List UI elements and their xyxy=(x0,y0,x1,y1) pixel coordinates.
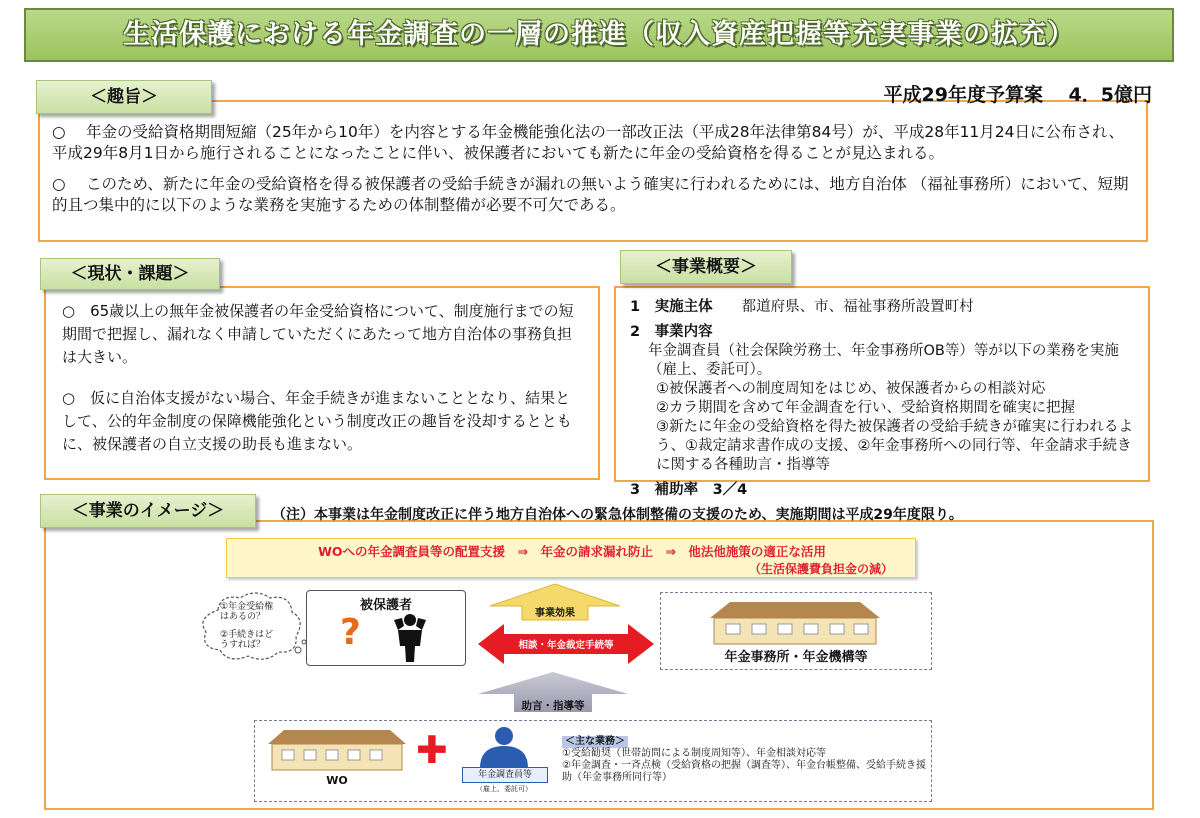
bubble-text-2: ②手続きはどうすれば？ xyxy=(220,630,274,650)
page-title: 生活保護における年金調査の一層の推進（収入資産把握等充実事業の拡充） xyxy=(123,19,1075,50)
main-task-1: ①受給勧奨（世帯訪問による制度周知等）、年金相談対応等 xyxy=(562,748,826,759)
main-tasks xyxy=(562,736,928,784)
status-text xyxy=(62,300,582,456)
office-building-icon xyxy=(700,600,890,646)
overview-item2-sub-1: ①被保護者への制度周知をはじめ、被保護者からの相談対応 xyxy=(656,381,1046,397)
image-note: （注）本事業は年金制度改正に伴う地方自治体への緊急体制整備の支援のため、実施期間は平成29年度限り。 xyxy=(272,507,963,523)
purpose-item-2: ○ このため、新たに年金の受給資格を得る被保護者の受給手続きが漏れの無いよう確実に行われるためには、地方自治体 （福祉事務所）において、短期的且つ集中的に以下のような業務を実施するための体制整備が必要不可欠である。 xyxy=(52,175,1129,214)
overview-item2-body: 年金調査員（社会保険労務士、年金事務所OB等）等が以下の業務を実施（雇上、委託可）。 xyxy=(648,343,1119,378)
effect-banner xyxy=(226,538,916,578)
overview-item2-sub-2: ②カラ期間を含めて年金調査を行い、受給資格期間を確実に把握 xyxy=(656,400,1075,416)
purpose-text xyxy=(52,122,1137,216)
plus-icon: ✚ xyxy=(416,728,448,772)
overview-text xyxy=(630,298,1140,500)
bubble-text-1: ①年金受給権はあるの？ xyxy=(220,602,274,622)
effect-label: 事業効果 xyxy=(535,608,575,619)
overview-item1-body: 都道府県、市、福祉事務所設置町村 xyxy=(741,299,974,315)
confused-person-icon xyxy=(392,612,428,662)
overview-item3: 3 補助率 3／4 xyxy=(630,482,748,498)
budget-text: 平成29年度予算案 4．5億円 xyxy=(883,84,1152,106)
investigator-person-icon xyxy=(476,726,532,768)
banner-line-2: （生活保護費負担金の減） xyxy=(748,562,893,576)
image-label: ＜事業のイメージ＞ xyxy=(40,494,256,528)
investigator-sub: （雇上、委託可） xyxy=(476,785,532,793)
office-label: 年金事務所・年金機構等 xyxy=(724,650,868,665)
main-task-2: ②年金調査・一斉点検（受給資格の把握（調査等）、年金台帳整備、受給手続き援助（年金事務所同行等） xyxy=(562,760,926,783)
wo-label: WO xyxy=(326,774,348,787)
advice-label: 助言・指導等 xyxy=(521,700,585,712)
investigator-label: 年金調査員等 xyxy=(462,767,548,783)
overview-label: ＜事業概要＞ xyxy=(620,250,792,284)
purpose-item-1: ○ 年金の受給資格期間短縮（25年から10年）を内容とする年金機能強化法の一部改正法（平成28年法律第84号）が、平成28年11月24日に公布され、平成29年8月1日から施行されることになったことに伴い、被保護者においても新たに年金の受給資格を得ることが見込まれる。 xyxy=(52,123,1124,162)
banner-line-1: WOへの年金調査員等の配置支援 ⇒ 年金の請求漏れ防止 ⇒ 他法他施策の適正な活用 xyxy=(318,544,826,559)
purpose-label: ＜趣旨＞ xyxy=(36,80,212,114)
overview-item2-sub-3: ③新たに年金の受給資格を得た被保護者の受給手続きが確実に行われるよう、①裁定請求書作成の支援、②年金事務所への同行等、年金請求手続きに関する各種助言・指導等 xyxy=(656,419,1133,473)
person-label: 被保護者 xyxy=(359,598,412,613)
wo-building-icon xyxy=(262,728,412,772)
status-item-1: ○ 65歳以上の無年金被保護者の年金受給資格について、制度施行までの短期間で把握し、漏れなく申請していただくにあたって地方自治体の事務負担は大きい。 xyxy=(62,302,574,366)
main-tasks-title: ＜主な業務＞ xyxy=(562,736,628,748)
question-mark-icon: ? xyxy=(340,612,361,653)
overview-item2-head: 2 事業内容 xyxy=(630,324,713,340)
status-item-2: ○ 仮に自治体支援がない場合、年金手続きが進まないこととなり、結果として、公的年金制度の保障機能強化という制度改正の趣旨を没却するとともに、被保護者の自立支援の助長も進まない。 xyxy=(62,389,572,453)
status-label: ＜現状・課題＞ xyxy=(40,258,220,290)
overview-item1-head: 1 実施主体 xyxy=(630,299,713,315)
consult-label: 相談・年金裁定手続等 xyxy=(518,640,614,651)
